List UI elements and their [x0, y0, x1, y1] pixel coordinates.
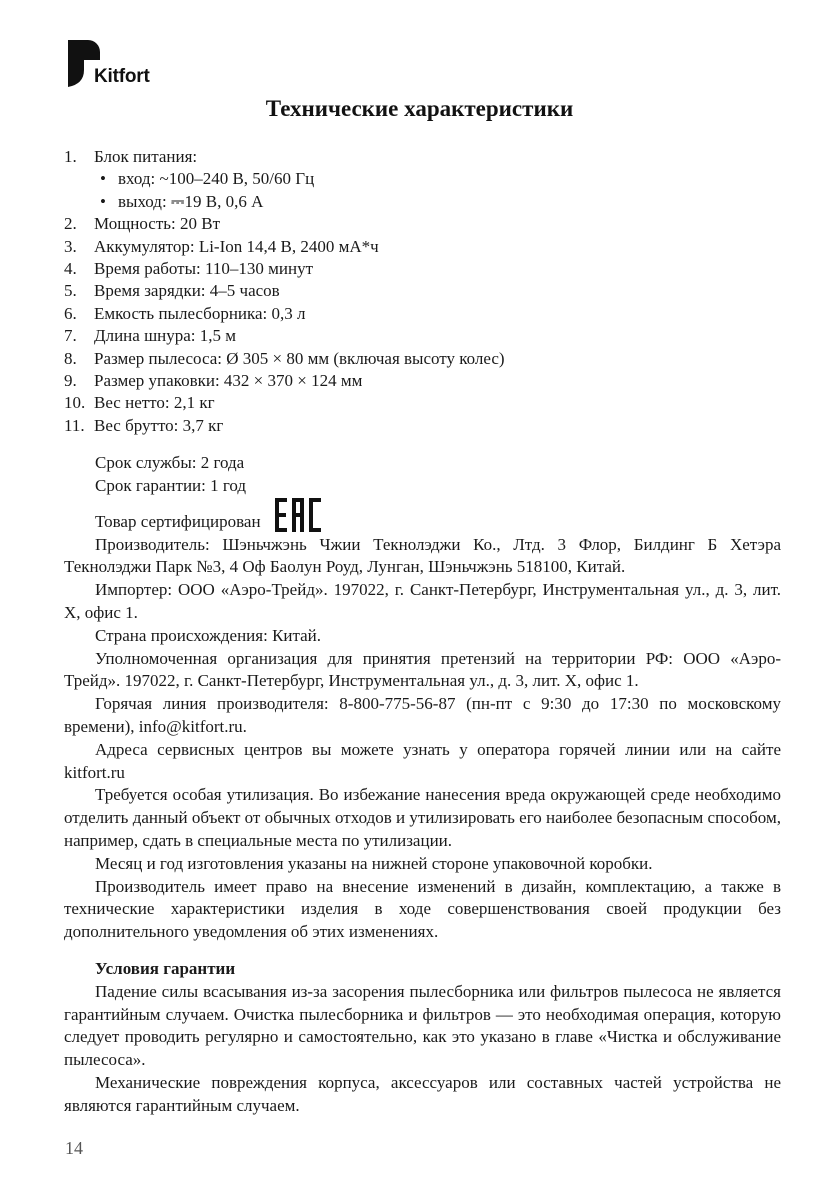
spec-item: [64, 370, 784, 392]
bullet-icon: •: [100, 169, 106, 189]
spec-text: Блок питания:: [94, 147, 198, 166]
spec-number: 1.: [64, 147, 77, 166]
spec-text: Время зарядки: 4–5 часов: [94, 281, 280, 301]
authorized-organization: Уполномоченная организация для принятия претензий на территории РФ: ООО «Аэро-Трейд». 197022, г. Санкт-Петербург, Инструментальная ул., д. 3, лит. Х, офис 1.: [64, 648, 781, 691]
warranty-heading: Условия гарантии: [95, 959, 236, 978]
sub-item-text: выход: ⎓19 В, 0,6 А: [118, 191, 264, 211]
service-centers: Адреса сервисных центров вы можете узнать у оператора горячей линии или на сайте kitfort.ru: [64, 739, 781, 782]
warranty-period: Срок гарантии: 1 год: [95, 475, 247, 495]
spec-item: [64, 258, 784, 280]
spec-item: [64, 303, 784, 325]
spec-item: [64, 236, 784, 258]
spec-number: 8.: [64, 348, 77, 368]
spec-text: Емкость пылесборника: 0,3 л: [94, 303, 306, 323]
page-title: Технические характеристики: [265, 96, 574, 121]
spec-text: Вес брутто: 3,7 кг: [94, 415, 224, 435]
product-info: [64, 452, 781, 944]
warranty-paragraph: Механические повреждения корпуса, аксессуаров или составных частей устройства не являются гарантийным случаем.: [64, 1072, 781, 1115]
spec-text: Мощность: 20 Вт: [94, 214, 221, 234]
spec-number: 7.: [64, 326, 77, 346]
spec-item: [64, 280, 784, 302]
disposal-notice: Требуется особая утилизация. Во избежание нанесения вреда окружающей среде необходимо отделить данный объект от обычных отходов и утилизировать его наиболее безопасным способом, например, сдать в специальные места по утилизации.: [64, 785, 781, 850]
warranty-paragraph: Падение силы всасывания из-за засорения пылесборника или фильтров пылесоса не является гарантийным случаем. Очистка пылесборника и фильтров — это необходимая операция, которую следует проводить регулярно и самостоятельно, как это указано в главе «Чистка и обслуживание пылесоса».: [64, 981, 781, 1070]
country-of-origin: Страна происхождения: Китай.: [95, 625, 322, 645]
changes-notice: Производитель имеет право на внесение изменений в дизайн, комплектацию, а также в технические характеристики изделия в ходе совершенствования своей продукции без дополнительного уведомления об этих изменениях.: [64, 876, 781, 942]
spec-number: 2.: [64, 214, 77, 234]
sub-item: [94, 191, 784, 213]
bullet-icon: •: [100, 191, 106, 211]
eac-mark-icon: [275, 498, 321, 532]
spec-number: 9.: [64, 371, 77, 391]
spec-item: [64, 146, 784, 213]
certified-text: Товар сертифицирован: [95, 511, 261, 531]
spec-number: 11.: [64, 415, 85, 435]
hotline: Горячая линия производителя: 8-800-775-56-87 (пн-пт с 9:30 до 17:30 по московскому времени), info@kitfort.ru.: [64, 694, 781, 736]
service-life: Срок службы: 2 года: [95, 453, 245, 472]
spec-item: [64, 325, 784, 347]
manufacture-date-note: Месяц и год изготовления указаны на нижней стороне упаковочной коробки.: [95, 853, 653, 873]
spec-number: 3.: [64, 236, 77, 256]
spec-item: [64, 392, 784, 414]
spec-number: 6.: [64, 303, 77, 323]
spec-text: Длина шнура: 1,5 м: [94, 326, 237, 346]
power-sublist: [94, 168, 784, 213]
kitfort-logo: [66, 40, 186, 90]
spec-text: Вес нетто: 2,1 кг: [94, 393, 215, 413]
brand-name: Kitfort: [94, 66, 150, 87]
spec-item: [64, 213, 784, 235]
spec-text: Время работы: 110–130 минут: [94, 259, 314, 279]
spec-text: Размер упаковки: 432 × 370 × 124 мм: [94, 371, 363, 391]
spec-text: Размер пылесоса: Ø 305 × 80 мм (включая высоту колес): [94, 348, 505, 368]
spec-item: [64, 348, 784, 370]
sub-item-text: вход: ~100–240 В, 50/60 Гц: [118, 169, 315, 189]
spec-item: [64, 415, 784, 437]
certification-line: [64, 498, 781, 534]
specs-list: [64, 146, 784, 437]
page-number: 14: [65, 1138, 83, 1158]
spec-number: 5.: [64, 281, 77, 301]
manufacturer: Производитель: Шэньчжэнь Чжии Текнолэджи Ко., Лтд. 3 Флор, Билдинг Б Хетэра Текнолэджи Парк №3, 4 Оф Баолун Роуд, Лунган, Шэньчжэнь 518100, Китай.: [64, 534, 781, 577]
importer: Импортер: ООО «Аэро-Трейд». 197022, г. Санкт-Петербург, Инструментальная ул., д. 3, лит. Х, офис 1.: [64, 580, 781, 622]
spec-number: 10.: [64, 393, 86, 413]
spec-text: Аккумулятор: Li-Ion 14,4 В, 2400 мА*ч: [94, 236, 379, 256]
warranty-section: [64, 958, 781, 1118]
spec-number: 4.: [64, 259, 77, 279]
sub-item: [94, 168, 784, 190]
